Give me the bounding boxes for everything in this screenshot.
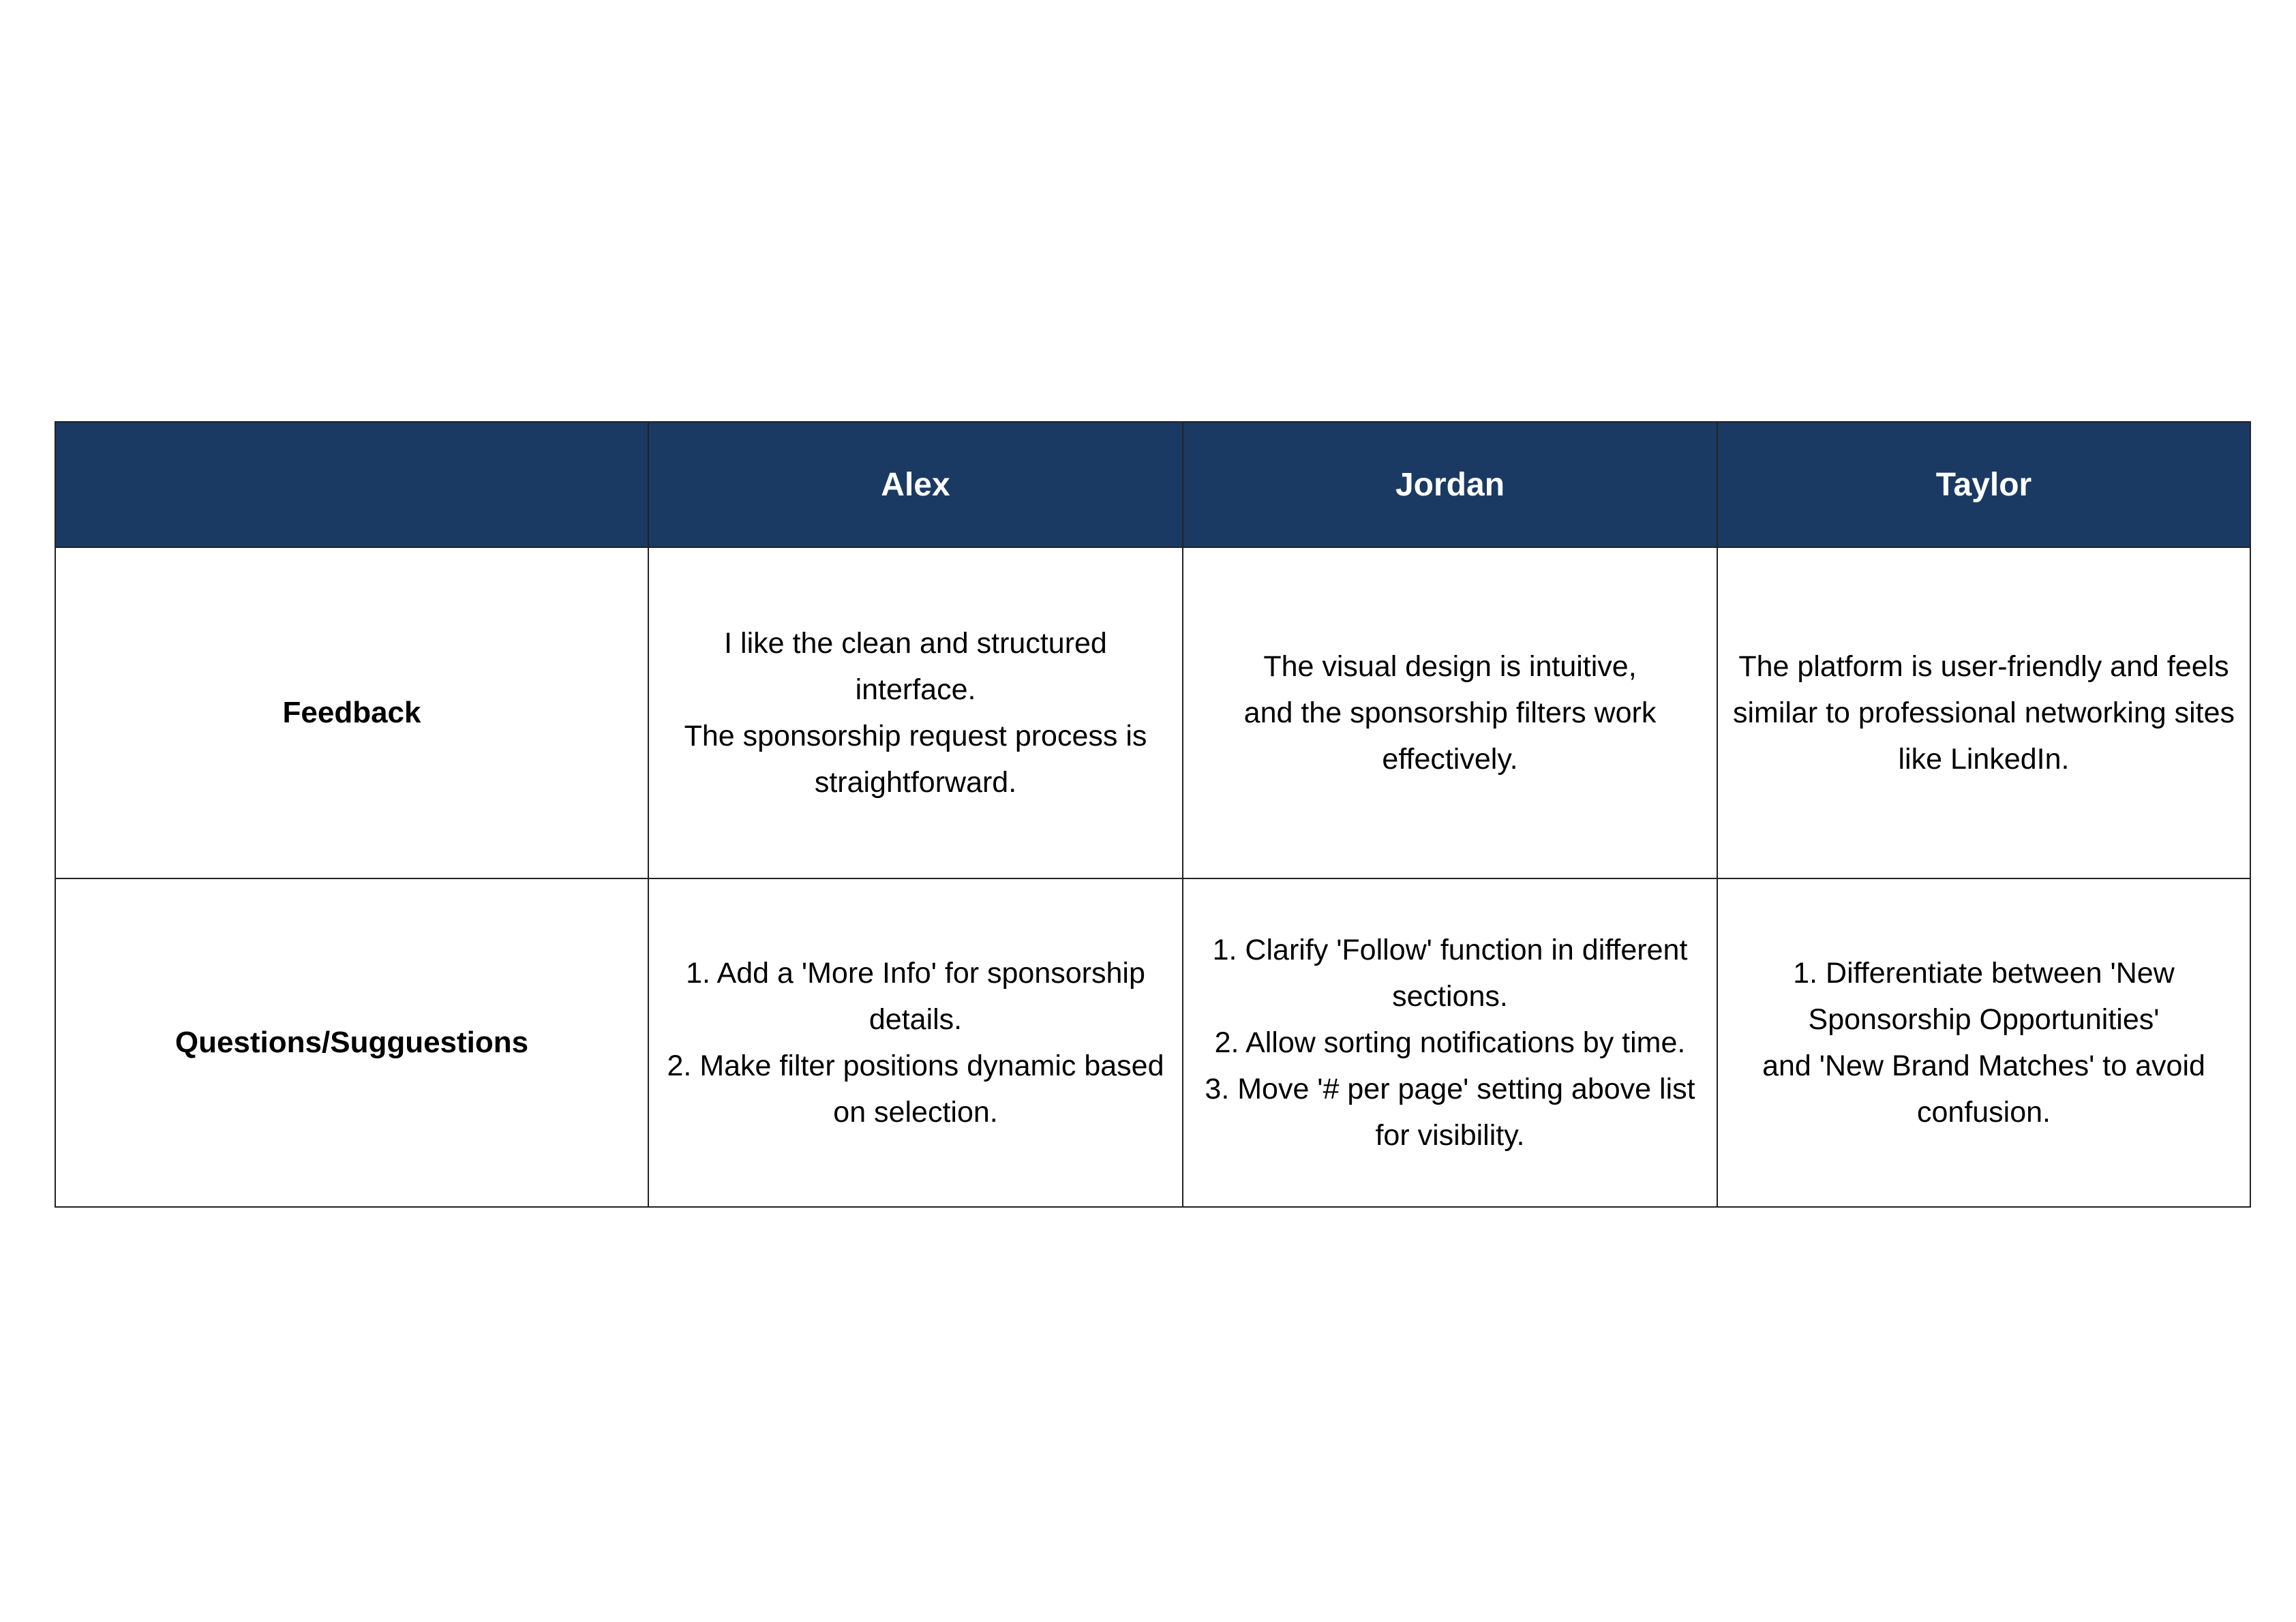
header-row [55, 422, 2250, 547]
text-line: for visibility. [1375, 1119, 1525, 1152]
text-line: The visual design is intuitive, [1263, 650, 1637, 683]
table-row-questions [55, 878, 2250, 1207]
text-line: 2. Make filter positions dynamic based [667, 1050, 1164, 1082]
cell-text [657, 620, 1174, 806]
text-line: 3. Move '# per page' setting above list [1205, 1073, 1695, 1105]
text-line: The sponsorship request process is [684, 720, 1147, 752]
cell-text [1726, 643, 2241, 782]
row-label-questions: Questions/Sugguestions [55, 878, 648, 1207]
text-line: similar to professional networking sites [1732, 697, 2235, 729]
text-line: 1. Add a 'More Info' for sponsorship [686, 957, 1145, 990]
text-line: sections. [1392, 980, 1508, 1013]
text-line: effectively. [1382, 743, 1518, 776]
header-corner-cell [55, 422, 648, 547]
text-line: and 'New Brand Matches' to avoid [1762, 1050, 2205, 1082]
text-line: details. [868, 1003, 963, 1036]
text-line: 2. Allow sorting notifications by time. [1214, 1026, 1686, 1059]
feedback-cell-taylor [1717, 547, 2250, 878]
questions-cell-jordan [1183, 878, 1717, 1207]
feedback-table [55, 421, 2251, 1208]
column-header-jordan: Jordan [1183, 422, 1717, 547]
cell-text [657, 950, 1174, 1135]
text-line: Sponsorship Opportunities' [1808, 1003, 2160, 1036]
column-header-taylor: Taylor [1717, 422, 2250, 547]
text-line: interface. [855, 673, 976, 706]
cell-text [1726, 950, 2241, 1135]
table-row-feedback [55, 547, 2250, 878]
row-label-feedback: Feedback [55, 547, 648, 878]
feedback-cell-alex [648, 547, 1183, 878]
text-line: I like the clean and structured [724, 627, 1107, 660]
feedback-cell-jordan [1183, 547, 1717, 878]
text-line: 1. Differentiate between 'New [1793, 957, 2175, 990]
text-line: 1. Clarify 'Follow' function in different [1212, 934, 1688, 966]
text-line: on selection. [833, 1096, 998, 1129]
questions-cell-alex [648, 878, 1183, 1207]
questions-cell-taylor [1717, 878, 2250, 1207]
text-line: confusion. [1916, 1096, 2051, 1129]
column-header-alex: Alex [648, 422, 1183, 547]
cell-text [1192, 643, 1708, 782]
text-line: like LinkedIn. [1898, 743, 2070, 776]
text-line: straightforward. [814, 766, 1017, 799]
text-line: The platform is user-friendly and feels [1738, 650, 2229, 683]
cell-text [1192, 927, 1708, 1159]
text-line: and the sponsorship filters work [1243, 697, 1657, 729]
